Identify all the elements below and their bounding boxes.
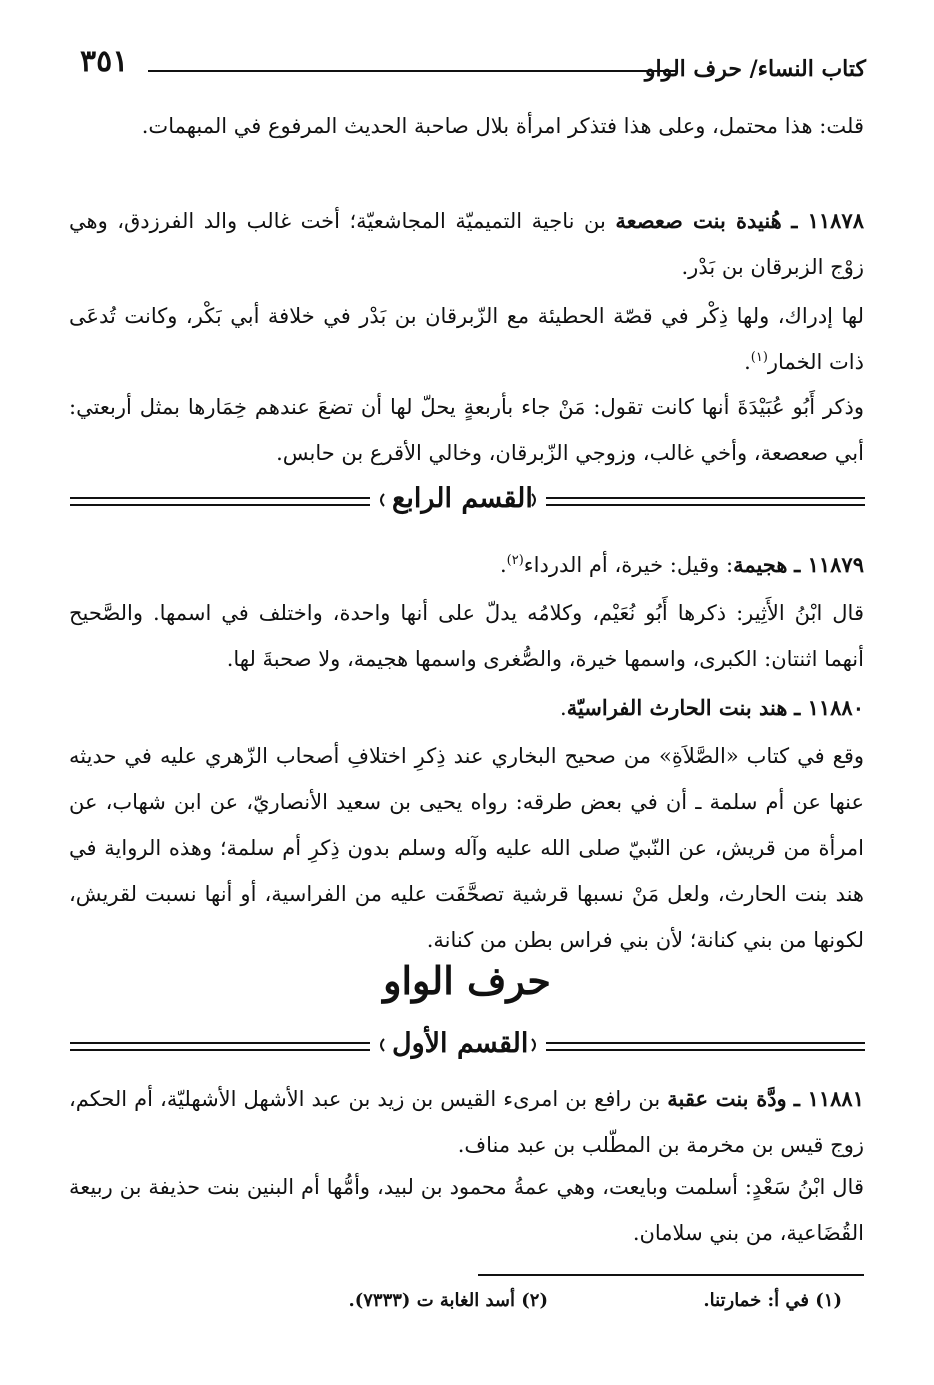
entry-number: ١١٨٧٨ ـ bbox=[791, 208, 864, 233]
entry-text: : وقيل: خيرة، أم الدرداء bbox=[523, 553, 734, 577]
punctuation: . bbox=[560, 696, 567, 720]
paragraph-text: قال ابْنُ الأَثِير: ذكرها أَبُو نُعَيْم، وكلامُه يدلّ على أنها واحدة، واختلف في اسمها. والصَّحيح أنهما اثنتان: الكبرى، واسمها خيرة، والصُّغرى واسمها هجيمة، ولا صحبةَ لها. bbox=[69, 601, 864, 671]
paragraph-abu-ubayda bbox=[69, 384, 864, 476]
paragraph-text: قلت: هذا محتمل، وعلى هذا فتذكر امرأة بلال صاحبة الحديث المرفوع في المبهمات. bbox=[141, 114, 864, 138]
entry-number: ١١٨٨٠ ـ bbox=[794, 695, 864, 720]
footnote-1: (١) في أ: خمارتنا. bbox=[703, 1290, 842, 1311]
double-rule-right bbox=[546, 497, 865, 506]
entry-name: هجيمة bbox=[733, 552, 788, 577]
bracket-icon bbox=[530, 1038, 540, 1052]
bracket-icon bbox=[376, 1038, 386, 1052]
section-title: القسم الرابع bbox=[392, 483, 533, 514]
entry-11881 bbox=[69, 1076, 864, 1168]
double-rule-left bbox=[70, 497, 370, 506]
double-rule-left bbox=[70, 1042, 370, 1051]
punctuation: . bbox=[499, 553, 507, 577]
entry-number: ١١٨٧٩ ـ bbox=[794, 552, 864, 577]
bracket-icon bbox=[376, 493, 386, 507]
entry-name: هند بنت الحارث الفراسيّة bbox=[566, 695, 788, 720]
entry-number: ١١٨٨١ ـ bbox=[793, 1086, 864, 1111]
section-heading-fourth bbox=[70, 483, 865, 523]
entry-text: بن رافع بن امرىء القيس بن زيد بن عبد الأشهل الأشهليّة، أم الحكم، زوج قيس بن مخرمة بن المطّلب بن عبد مناف. bbox=[69, 1087, 864, 1157]
paragraph-comment bbox=[69, 103, 864, 149]
footnote-ref[interactable]: (١) bbox=[750, 350, 768, 365]
paragraph-text: وقع في كتاب «الصَّلاَةِ» من صحيح البخاري عند ذِكرِ اختلافِ أصحاب الزّهري عليه في حديثه عنها عن أم سلمة ـ أن في بعض طرقه: رواه يحيى بن سعيد الأنصاريّ، عن ابن شهاب، عن امرأة من قريش، عن النّبيّ صلى الله عليه وآله وسلم بدون ذِكرِ أم سلمة؛ وهذه الرواية في هند بنت الحارث، ولعل مَنْ نسبها قرشية تصحَّفَت عليه من الفراسية، أو أنها نسبت لقريش، لكونها من بني كنانة؛ لأن بني فراس بطن من كنانة. bbox=[69, 744, 864, 952]
footnote-2: (٢) أسد الغابة ت (٧٣٣٣). bbox=[348, 1290, 548, 1311]
paragraph-ibn-athir bbox=[69, 590, 864, 682]
entry-11879 bbox=[69, 542, 864, 588]
entry-11878 bbox=[69, 198, 864, 290]
entry-text: بن ناجية التميميّة المجاشعيّة؛ أخت غالب والد الفرزدق، وهي زوْج الزبرقان بن بَدْر. bbox=[69, 209, 864, 279]
paragraph-text: لها إدراك، ولها ذِكْر في قصّة الحطيئة مع الزّبرقان بن بَدْر في خلافة أبي بَكْر، وكانت تُدعَى ذات الخمار bbox=[69, 304, 864, 374]
footnote-ref[interactable]: (٢) bbox=[506, 553, 524, 568]
punctuation: . bbox=[744, 350, 751, 374]
entry-name: ودَّة بنت عقبة bbox=[667, 1086, 787, 1111]
paragraph-bukhari bbox=[69, 733, 864, 963]
paragraph-ibn-saad bbox=[69, 1164, 864, 1256]
chapter-title: حرف الواو bbox=[383, 958, 551, 1003]
page-number: ٣٥١ bbox=[80, 44, 129, 79]
paragraph-idrak bbox=[69, 293, 864, 385]
section-title: القسم الأول bbox=[392, 1028, 529, 1059]
running-head: كتاب النساء/ حرف الواو bbox=[644, 56, 866, 82]
bracket-icon bbox=[530, 493, 540, 507]
entry-name: هُنيدة بنت صعصعة bbox=[615, 208, 782, 233]
header-rule bbox=[148, 70, 678, 72]
section-heading-first bbox=[70, 1028, 865, 1068]
entry-11880 bbox=[69, 685, 864, 731]
footnote-rule bbox=[478, 1274, 864, 1276]
double-rule-right bbox=[546, 1042, 865, 1051]
paragraph-text: قال ابْنُ سَعْدٍ: أسلمت وبايعت، وهي عمةُ محمود بن لبيد، وأمُّها أم البنين بنت حذيفة بن ربيعة القُضَاعية، من بني سلامان. bbox=[69, 1175, 864, 1245]
paragraph-text: وذكر أَبُو عُبَيْدَةَ أنها كانت تقول: مَنْ جاء بأربعةٍ يحلّ لها أن تضعَ عندهم خِمَارها بمثل أربعتي: أبي صعصعة، وأخي غالب، وزوجي الزّبرقان، وخالي الأقرع بن حابس. bbox=[69, 395, 864, 465]
